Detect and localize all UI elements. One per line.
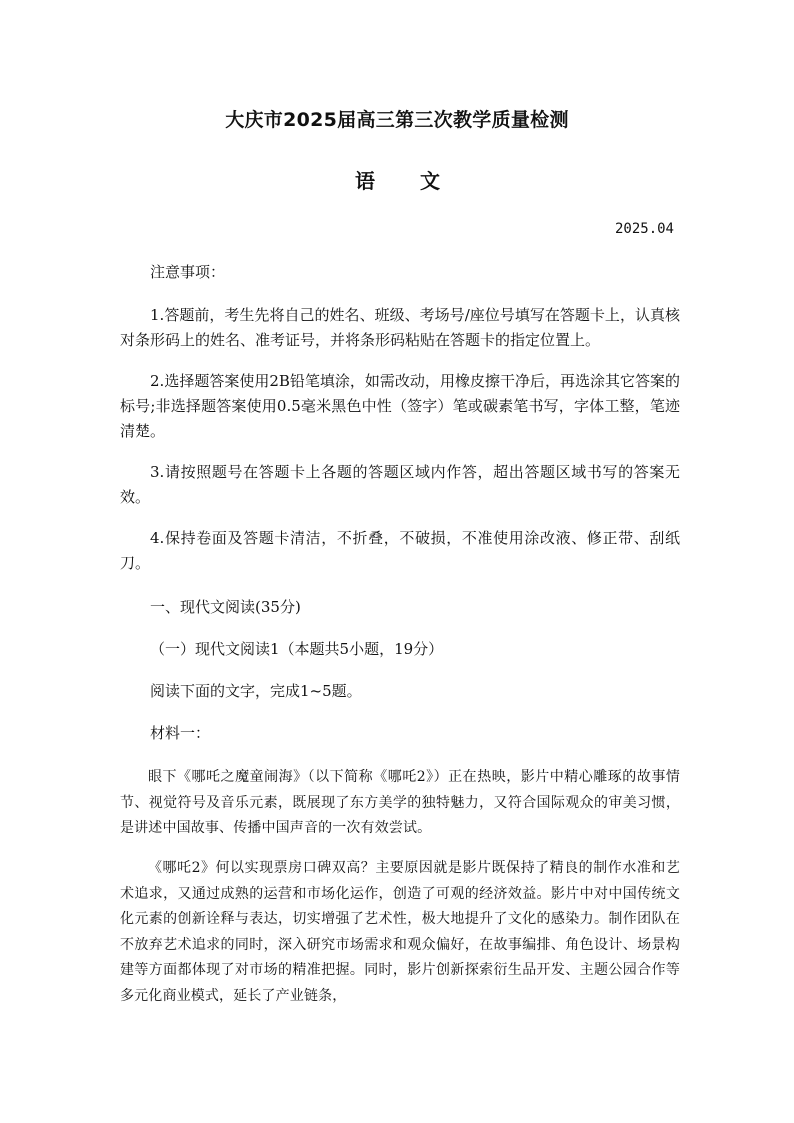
section-subheading: （一）现代文阅读1（本题共5小题，19分） bbox=[150, 640, 444, 658]
exam-title: 大庆市2025届高三第三次教学质量检测 bbox=[225, 109, 569, 131]
notice-item-4: 4.保持卷面及答题卡清洁，不折叠，不破损，不准使用涂改液、修正带、刮纸刀。 bbox=[120, 529, 680, 572]
subject-title-char-1: 语 bbox=[355, 169, 375, 193]
notice-item-3: 3.请按照题号在答题卡上各题的答题区域内作答，超出答题区域书写的答案无效。 bbox=[120, 463, 680, 506]
section-heading: 一、现代文阅读(35分) bbox=[150, 598, 301, 616]
notice-item-2: 2.选择题答案使用2B铅笔填涂，如需改动，用橡皮擦干净后，再选涂其它答案的标号;非选择题答案使用0.5毫米黑色中性（签字）笔或碳素笔书写，字体工整，笔迹清楚。 bbox=[120, 372, 680, 440]
notice-heading: 注意事项： bbox=[150, 263, 226, 281]
subject-title-char-2: 文 bbox=[420, 169, 440, 193]
material-paragraph-1: 眼下《哪吒之魔童闹海》（以下简称《哪吒2》）正在热映，影片中精心雕琢的故事情节、视觉符号及音乐元素，既展现了东方美学的独特魅力，又符合国际观众的审美习惯，是讲述中国故事、传播中国声音的一次有效尝试。 bbox=[120, 769, 680, 836]
exam-date: 2025.04 bbox=[614, 221, 674, 237]
material-paragraph-2: 《哪吒2》何以实现票房口碑双高？主要原因就是影片既保持了精良的制作水准和艺术追求，又通过成熟的运营和市场化运作，创造了可观的经济效益。影片中对中国传统文化元素的创新诠释与表达，切实增强了艺术性，极大地提升了文化的感染力。制作团队在不放弃艺术追求的同时，深入研究市场需求和观众偏好，在故事编排、角色设计、场景构建等方面都体现了对市场的精准把握。同时，影片创新探索衍生品开发、主题公园合作等多元化商业模式，延长了产业链条， bbox=[120, 860, 680, 1004]
notice-item-1: 1.答题前，考生先将自己的姓名、班级、考场号/座位号填写在答题卡上，认真核对条形码上的姓名、准考证号，并将条形码粘贴在答题卡的指定位置上。 bbox=[120, 306, 680, 349]
reading-instruction: 阅读下面的文字，完成1~5题。 bbox=[150, 682, 362, 700]
material-label: 材料一： bbox=[150, 724, 211, 742]
